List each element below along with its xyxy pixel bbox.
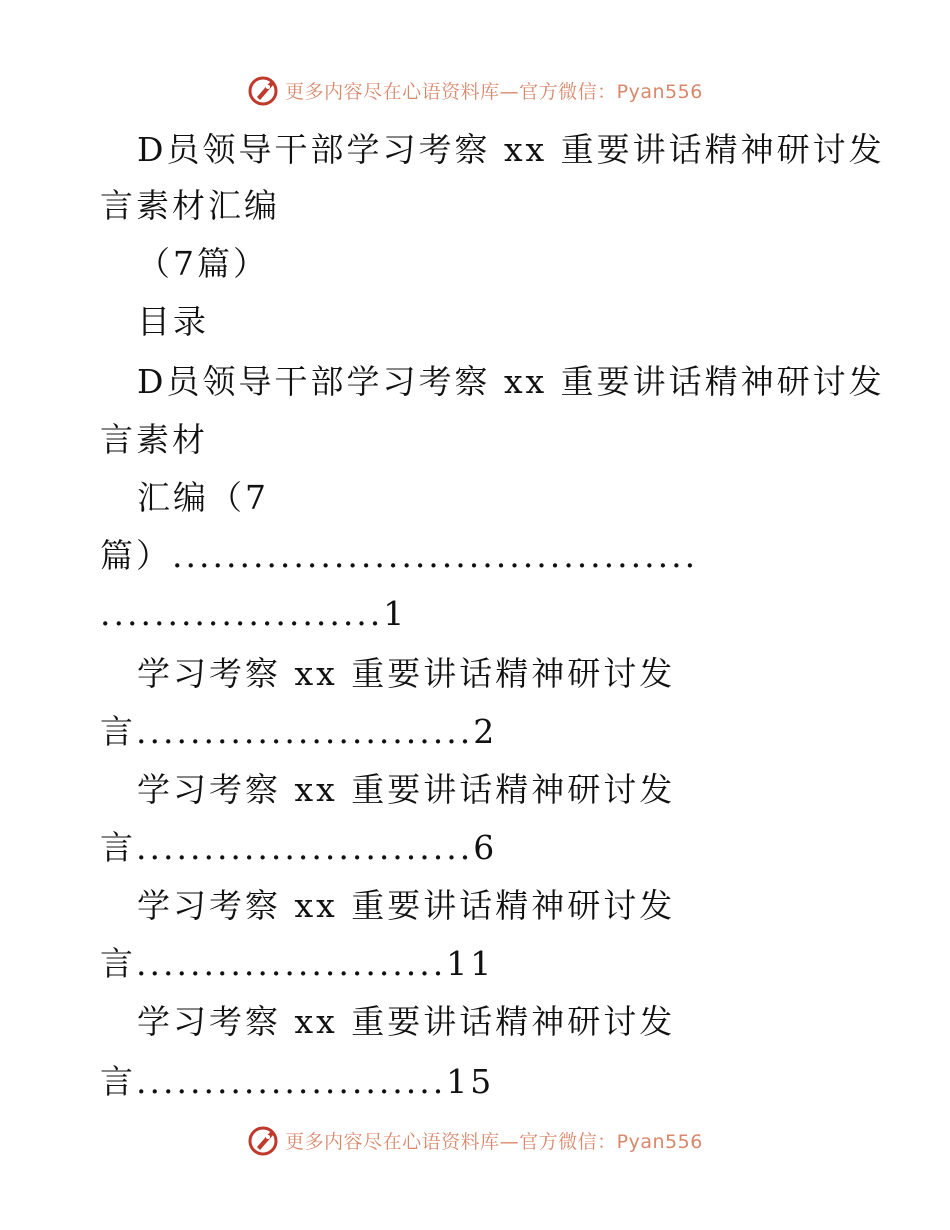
toc-heading: 目录: [137, 302, 209, 341]
doc-title-line-2: 言素材汇编: [100, 186, 280, 225]
doc-title-line-1: D员领导干部学习考察 xx 重要讲话精神研讨发: [137, 130, 885, 169]
toc-entry-5-line-1[interactable]: 学习考察 xx 重要讲话精神研讨发: [137, 1002, 676, 1041]
toc-entry-5-line-2[interactable]: 言.......................15: [100, 1062, 495, 1101]
toc-entry-4-line-2[interactable]: 言.......................11: [100, 944, 495, 983]
toc-entry-2-line-1[interactable]: 学习考察 xx 重要讲话精神研讨发: [137, 654, 676, 693]
toc-entry-1-line-5[interactable]: .....................1: [100, 594, 408, 633]
toc-entry-1-line-2[interactable]: 言素材: [100, 420, 208, 459]
toc-entry-2-line-2[interactable]: 言.........................2: [100, 712, 498, 751]
watermark-footer: [0, 1120, 950, 1160]
toc-entry-3-line-1[interactable]: 学习考察 xx 重要讲话精神研讨发: [137, 770, 676, 809]
doc-article-count: （7篇）: [137, 244, 269, 283]
toc-entry-1-line-3[interactable]: 汇编（7: [137, 478, 269, 517]
watermark-text: 更多内容尽在心语资料库—官方微信：Pyan556: [285, 80, 703, 103]
toc-entry-1-line-4[interactable]: 篇）.......................................: [100, 536, 699, 575]
pen-nib-circle-logo-icon: [247, 1123, 281, 1157]
watermark-text: 更多内容尽在心语资料库—官方微信：Pyan556: [285, 1130, 703, 1153]
toc-entry-4-line-1[interactable]: 学习考察 xx 重要讲话精神研讨发: [137, 886, 676, 925]
toc-entry-3-line-2[interactable]: 言.........................6: [100, 828, 498, 867]
toc-entry-1-line-1[interactable]: D员领导干部学习考察 xx 重要讲话精神研讨发: [137, 362, 885, 401]
